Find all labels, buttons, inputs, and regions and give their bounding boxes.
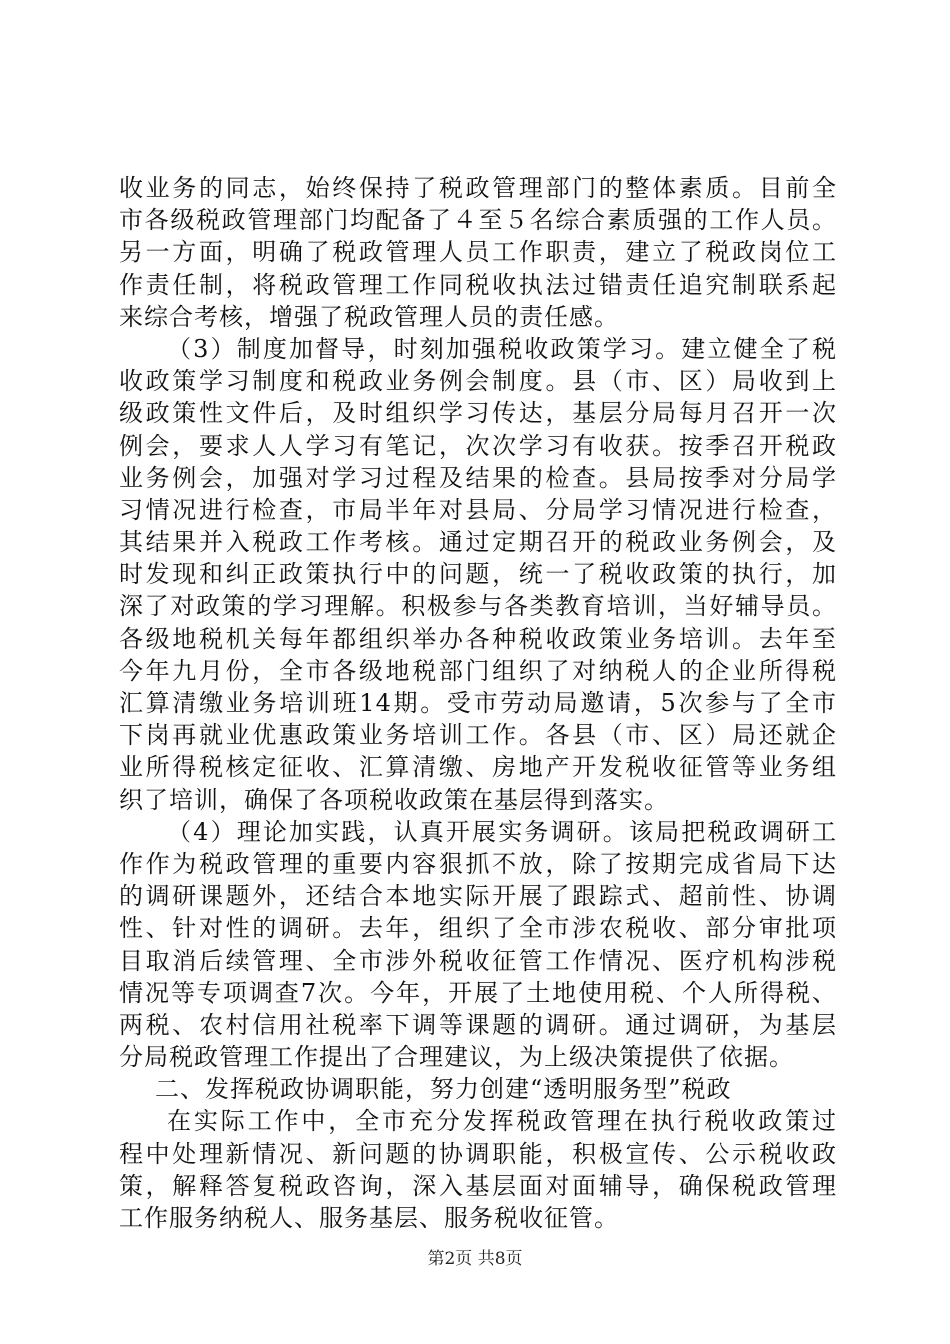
- body-line: 两税、农村信用社税率下调等课题的调研。通过调研，为基层: [119, 1010, 837, 1039]
- body-line: 来综合考核，增强了税政管理人员的责任感。: [119, 302, 619, 331]
- paragraph-start-line: （3）制度加督导，时刻加强税收政策学习。建立健全了税: [167, 334, 837, 363]
- body-line: 深了对政策的学习理解。积极参与各类教育培训，当好辅导员。: [119, 592, 837, 621]
- body-line: 其结果并入税政工作考核。通过定期召开的税政业务例会，及: [119, 528, 837, 557]
- body-line: 市各级税政管理部门均配备了４至５名综合素质强的工作人员。: [119, 206, 837, 235]
- body-line: 目取消后续管理、全市涉外税收征管工作情况、医疗机构涉税: [119, 946, 837, 975]
- body-line: 汇算清缴业务培训班14期。受市劳动局邀请，5次参与了全市: [119, 689, 837, 717]
- body-line: 的调研课题外，还结合本地实际开展了跟踪式、超前性、协调: [119, 882, 837, 911]
- body-line: 业务例会，加强对学习过程及结果的检查。县局按季对分局学: [119, 463, 837, 492]
- body-line: 收政策学习制度和税政业务例会制度。县（市、区）局收到上: [119, 367, 837, 396]
- body-line: 另一方面，明确了税政管理人员工作职责，建立了税政岗位工: [119, 238, 837, 267]
- body-line: 作作为税政管理的重要内容狠抓不放，除了按期完成省局下达: [119, 849, 837, 878]
- body-line: 作责任制，将税政管理工作同税收执法过错责任追究制联系起: [119, 270, 837, 299]
- body-line: 收业务的同志，始终保持了税政管理部门的整体素质。目前全: [119, 174, 837, 202]
- body-line: 各级地税机关每年都组织举办各种税收政策业务培训。去年至: [119, 624, 837, 653]
- paragraph-start-line: 在实际工作中，全市充分发挥税政管理在执行税收政策过: [167, 1107, 837, 1136]
- body-line: 今年九月份，全市各级地税部门组织了对纳税人的企业所得税: [119, 656, 837, 685]
- body-line: 习情况进行检查，市局半年对县局、分局学习情况进行检查，: [119, 495, 837, 524]
- body-line: 性、针对性的调研。去年，组织了全市涉农税收、部分审批项: [119, 914, 837, 943]
- document-body: [119, 172, 837, 1234]
- section-heading: 二、发挥税政协调职能，努力创建“透明服务型”税政: [155, 1075, 732, 1104]
- body-line: 业所得税核定征收、汇算清缴、房地产开发税收征管等业务组: [119, 753, 837, 782]
- page-number-footer: 第2页 共8页: [427, 1249, 523, 1269]
- body-line: 织了培训，确保了各项税收政策在基层得到落实。: [119, 785, 669, 814]
- body-line: 策，解释答复税政咨询，深入基层面对面辅导，确保税政管理: [119, 1171, 837, 1200]
- body-line: 下岗再就业优惠政策业务培训工作。各县（市、区）局还就企: [119, 721, 837, 750]
- body-line: 例会，要求人人学习有笔记，次次学习有收获。按季召开税政: [119, 431, 837, 460]
- body-line: 时发现和纠正政策执行中的问题，统一了税收政策的执行，加: [119, 560, 837, 589]
- body-line: 工作服务纳税人、服务基层、服务税收征管。: [119, 1204, 619, 1232]
- body-line: 情况等专项调查7次。今年，开展了土地使用税、个人所得税、: [119, 978, 837, 1007]
- body-line: 程中处理新情况、新问题的协调职能，积极宣传、公示税收政: [119, 1139, 837, 1168]
- body-line: 分局税政管理工作提出了合理建议，为上级决策提供了依据。: [119, 1043, 794, 1072]
- body-line: 级政策性文件后，及时组织学习传达，基层分局每月召开一次: [119, 399, 837, 428]
- paragraph-start-line: （4）理论加实践，认真开展实务调研。该局把税政调研工: [167, 817, 837, 846]
